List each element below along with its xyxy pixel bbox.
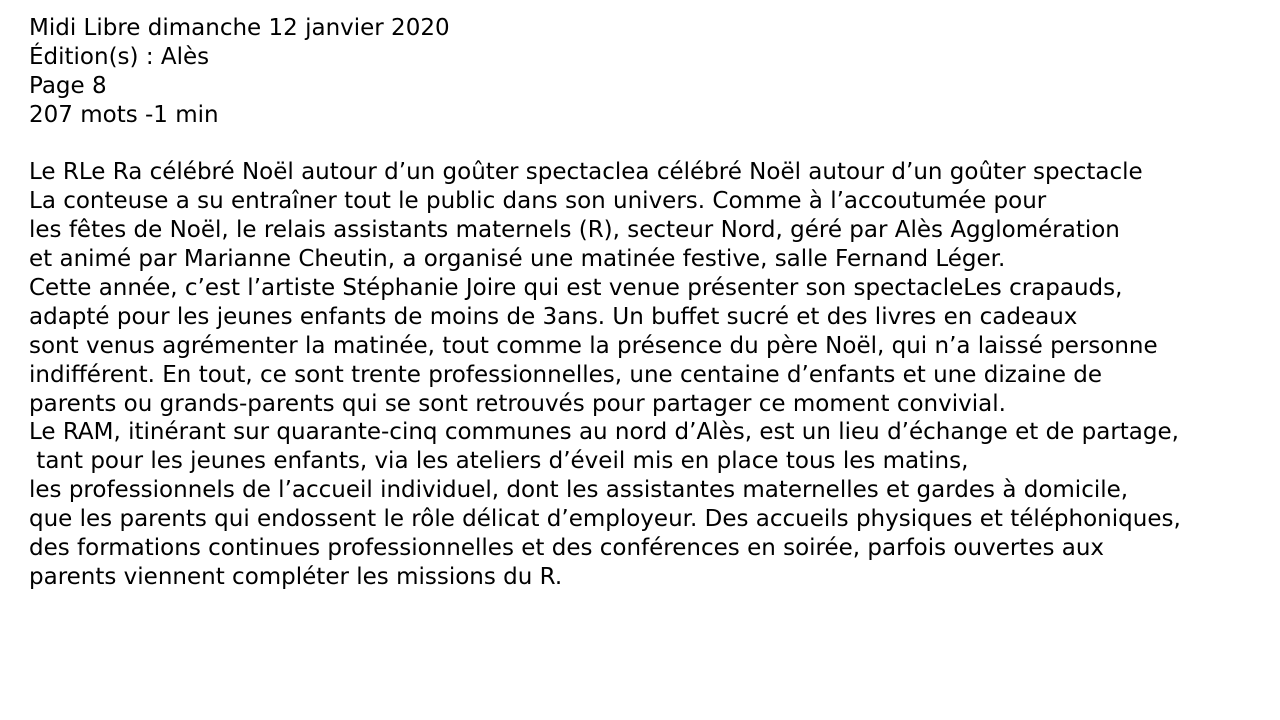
article-line: que les parents qui endossent le rôle délicat d’employeur. Des accueils physiques et téléphoniques, bbox=[29, 506, 1181, 533]
article-line: sont venus agrémenter la matinée, tout comme la présence du père Noël, qui n’a laissé personne bbox=[29, 332, 1158, 359]
publication-line: Midi Libre dimanche 12 janvier 2020 bbox=[29, 15, 450, 41]
article-line: La conteuse a su entraîner tout le public dans son univers. Comme à l’accoutumée pour bbox=[29, 188, 1047, 215]
article-line: et animé par Marianne Cheutin, a organisé une matinée festive, salle Fernand Léger. bbox=[29, 246, 1006, 273]
edition-line: Édition(s) : Alès bbox=[29, 43, 210, 70]
article-line: les professionnels de l’accueil individuel, dont les assistantes maternelles et gardes à domicile, bbox=[29, 477, 1129, 504]
article-line: Le RAM, itinérant sur quarante-cinq communes au nord d’Alès, est un lieu d’échange et de partage, bbox=[29, 419, 1179, 446]
article-line: des formations continues professionnelles et des conférences en soirée, parfois ouvertes aux bbox=[29, 535, 1105, 562]
article-line: les fêtes de Noël, le relais assistants maternels (R), secteur Nord, géré par Alès Agglomération bbox=[29, 217, 1120, 244]
article-line: tant pour les jeunes enfants, via les ateliers d’éveil mis en place tous les matins, bbox=[29, 448, 969, 475]
document-body bbox=[29, 14, 1269, 592]
article-line: parents ou grands-parents qui se sont retrouvés pour partager ce moment convivial. bbox=[29, 390, 1006, 417]
article-line: adapté pour les jeunes enfants de moins de 3ans. Un buffet sucré et des livres en cadeaux bbox=[29, 303, 1078, 330]
article-title: Le RLe Ra célébré Noël autour d’un goûter spectaclea célébré Noël autour d’un goûter spectacle bbox=[29, 159, 1143, 186]
article-line: indifférent. En tout, ce sont trente professionnelles, une centaine d’enfants et une dizaine de bbox=[29, 361, 1103, 388]
spacer bbox=[29, 130, 1269, 159]
page-number: Page 8 bbox=[29, 72, 107, 99]
article-line: parents viennent compléter les missions du R. bbox=[29, 563, 563, 590]
word-count: 207 mots -1 min bbox=[29, 101, 219, 128]
article-line: Cette année, c’est l’artiste Stéphanie Joire qui est venue présenter son spectacleLes crapauds, bbox=[29, 275, 1123, 302]
